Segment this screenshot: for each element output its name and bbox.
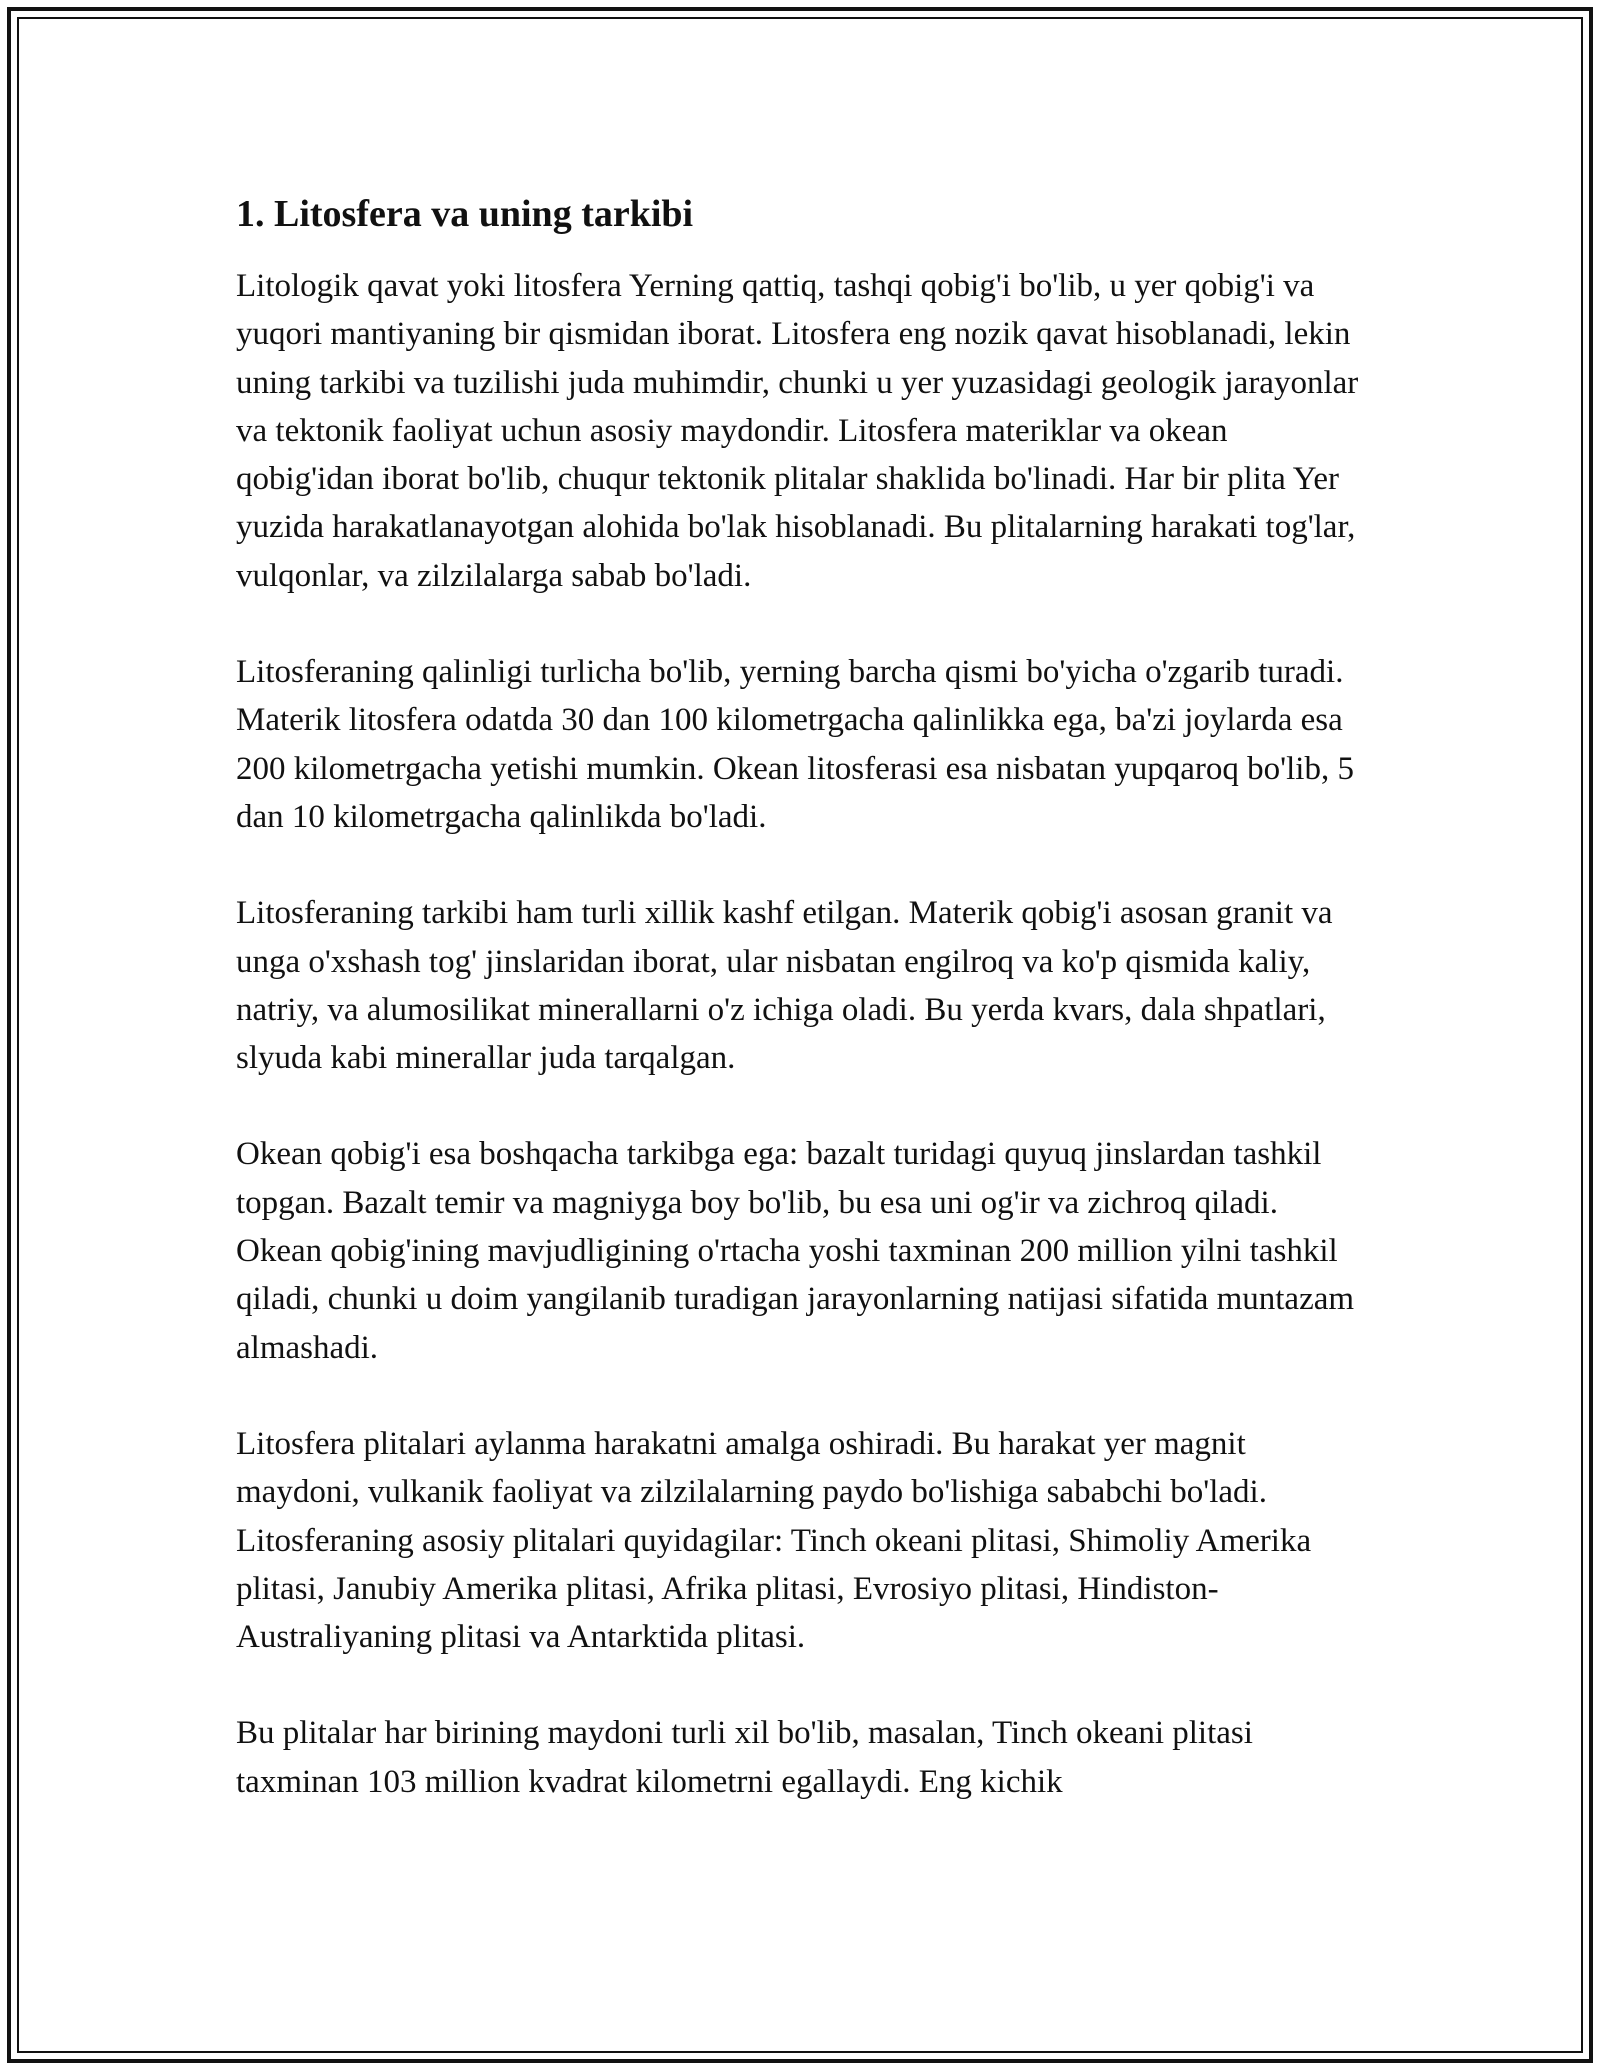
document-body xyxy=(236,186,1366,1854)
paragraph-oceanic-crust: Okean qobig'i esa boshqacha tarkibga ega: bazalt turidagi quyuq jinslardan tashkil topgan. Bazalt temir va magniyga boy bo'lib, bu esa uni og'ir va zichroq qiladi. Okean qobig'ining mavjudligining o'rtacha yoshi taxminan 200 million yilni tashkil qiladi, chunki u doim yangilanib turadigan jarayonlarning natijasi sifatida muntazam almashadi. xyxy=(236,1136,1355,1366)
paragraph-plate-movement: Litosfera plitalari aylanma harakatni amalga oshiradi. Bu harakat yer magnit maydoni, vulkanik faoliyat va zilzilalarning paydo bo'lishiga sababchi bo'ladi. Litosferaning asosiy plitalari quyidagilar: Tinch okeani plitasi, Shimoliy Amerika plitasi, Janubiy Amerika plitasi, Afrika plitasi, Evrosiyo plitasi, Hindiston-Australiyaning plitasi va Antarktida plitasi. xyxy=(236,1425,1312,1656)
paragraph-lithosphere-thickness: Litosferaning qalinligi turlicha bo'lib, yerning barcha qismi bo'yicha o'zgarib turadi. Materik litosfera odatda 30 dan 100 kilometrgacha qalinlikka ega, ba'zi joylarda esa 200 kilometrgacha yetishi mumkin. Okean litosferasi esa nisbatan yupqaroq bo'lib, 5 dan 10 kilometrgacha qalinlikda bo'ladi. xyxy=(236,654,1354,835)
paragraph-lithosphere-definition: Litologik qavat yoki litosfera Yerning qattiq, tashqi qobig'i bo'lib, u yer qobig'i va yuqori mantiyaning bir qismidan iborat. Litosfera eng nozik qavat hisoblanadi, lekin uning tarkibi va tuzilishi juda muhimdir, chunki u yer yuzasidagi geologik jarayonlar va tektonik faoliyat uchun asosiy maydondir. Litosfera materiklar va okean qobig'idan iborat bo'lib, chuqur tektonik plitalar shaklida bo'linadi. Har bir plita Yer yuzida harakatlanayotgan alohida bo'lak hisoblanadi. Bu plitalarning harakati tog'lar, vulqonlar, va zilzilalarga sabab bo'ladi. xyxy=(236,268,1359,594)
paragraph-plate-areas: Bu plitalar har birining maydoni turli xil bo'lib, masalan, Tinch okeani plitasi taxminan 103 million kvadrat kilometrni egallaydi. Eng kichik xyxy=(236,1715,1253,1800)
section-heading: 1. Litosfera va uning tarkibi xyxy=(236,193,694,235)
paragraph-continental-composition: Litosferaning tarkibi ham turli xillik kashf etilgan. Materik qobig'i asosan granit va unga o'xshash tog' jinslaridan iborat, ular nisbatan engilroq va ko'p qismida kaliy, natriy, va alumosilikat minerallarni o'z ichiga oladi. Bu yerda kvars, dala shpatlari, slyuda kabi minerallar juda tarqalgan. xyxy=(236,895,1333,1077)
